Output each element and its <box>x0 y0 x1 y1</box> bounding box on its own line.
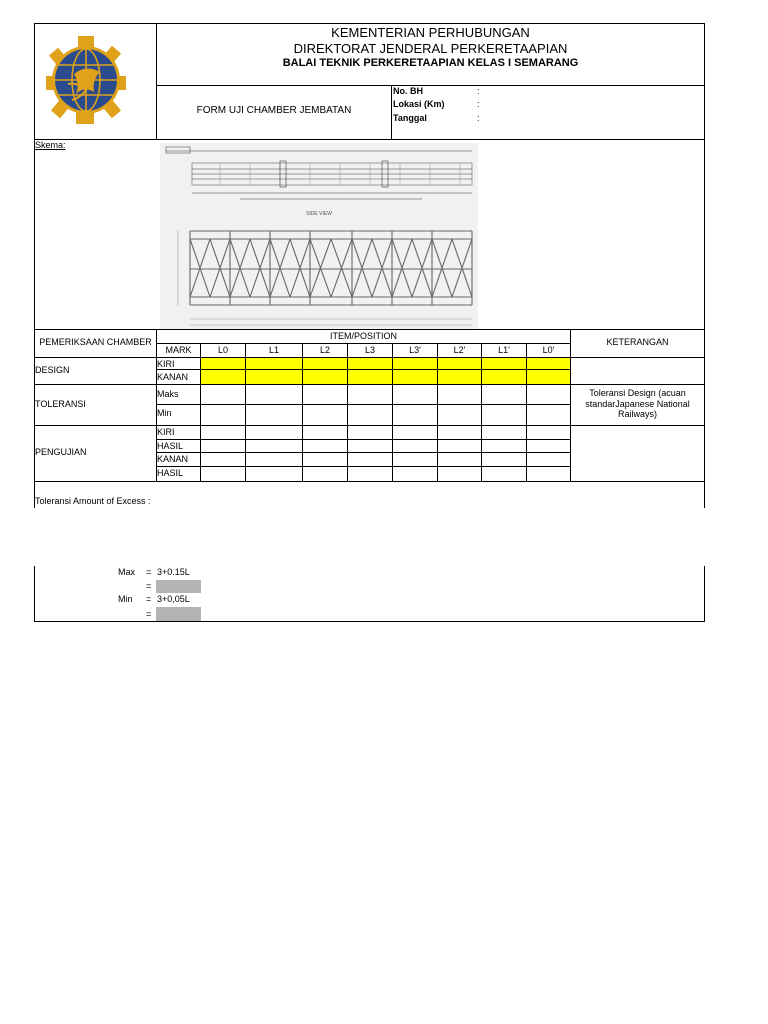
min-formula: 3+0,05L <box>157 594 190 604</box>
toleransi-note-3: Railways) <box>617 409 657 419</box>
keterangan-header: KETERANGAN <box>606 337 669 347</box>
min-result-eq: = <box>146 609 152 619</box>
design-highlight-cells[interactable] <box>201 358 570 384</box>
design-kiri: KIRI <box>157 359 175 369</box>
skema-label: Skema: <box>35 140 66 150</box>
max-eq: = <box>146 567 152 577</box>
pengujian-label: PENGUJIAN <box>35 447 87 457</box>
pengujian-kanan: KANAN <box>157 454 189 464</box>
col-l0p: L0' <box>542 345 555 355</box>
field-lokasi-sep: : <box>477 99 480 109</box>
toleransi-note-1: Toleransi Design (acuan <box>589 388 686 398</box>
col-l3p: L3' <box>409 345 421 355</box>
design-kanan: KANAN <box>157 372 189 382</box>
field-tanggal-sep: : <box>477 113 480 123</box>
drawing-side-view-label: SIDE VIEW <box>306 211 332 217</box>
pengujian-hasil-2: HASIL <box>157 468 184 478</box>
field-lokasi-label: Lokasi (Km) <box>393 99 445 109</box>
field-tanggal-label: Tanggal <box>393 113 427 123</box>
mark-header: MARK <box>165 345 192 355</box>
ministry-logo <box>46 34 128 124</box>
col-l2: L2 <box>319 345 330 355</box>
max-result-cell[interactable] <box>156 580 201 593</box>
max-formula: 3+0.15L <box>157 567 190 577</box>
header-line2: DIREKTORAT JENDERAL PERKERETAAPIAN <box>293 41 568 56</box>
pengujian-kiri: KIRI <box>157 427 175 437</box>
toleransi-min: Min <box>157 408 172 418</box>
col-l1: L1 <box>268 345 279 355</box>
max-label: Max <box>118 567 136 577</box>
field-no-bh-label: No. BH <box>393 86 423 96</box>
form-title: FORM UJI CHAMBER JEMBATAN <box>196 105 352 116</box>
item-position-header: ITEM/POSITION <box>329 331 397 341</box>
min-result-cell[interactable] <box>156 607 201 621</box>
toleransi-note-2: standarJapanese National <box>585 399 690 409</box>
pengujian-hasil-1: HASIL <box>157 441 184 451</box>
header-line1: KEMENTERIAN PERHUBUNGAN <box>331 25 530 40</box>
col-l1p: L1' <box>498 345 510 355</box>
min-label: Min <box>118 594 133 604</box>
min-eq: = <box>146 594 152 604</box>
col-l0: L0 <box>217 345 228 355</box>
max-result-eq: = <box>146 581 152 591</box>
header-line3: BALAI TEKNIK PERKERETAAPIAN KELAS I SEMARANG <box>282 57 579 69</box>
excess-label: Toleransi Amount of Excess : <box>35 496 151 506</box>
col-l3: L3 <box>364 345 375 355</box>
design-label: DESIGN <box>35 365 70 375</box>
bridge-drawing <box>160 143 478 329</box>
col-l2p: L2' <box>453 345 466 355</box>
toleransi-label: TOLERANSI <box>35 399 86 409</box>
pemeriksaan-header: PEMERIKSAAN CHAMBER <box>39 337 152 347</box>
field-no-bh-sep: : <box>477 86 480 96</box>
toleransi-maks: Maks <box>157 389 179 399</box>
